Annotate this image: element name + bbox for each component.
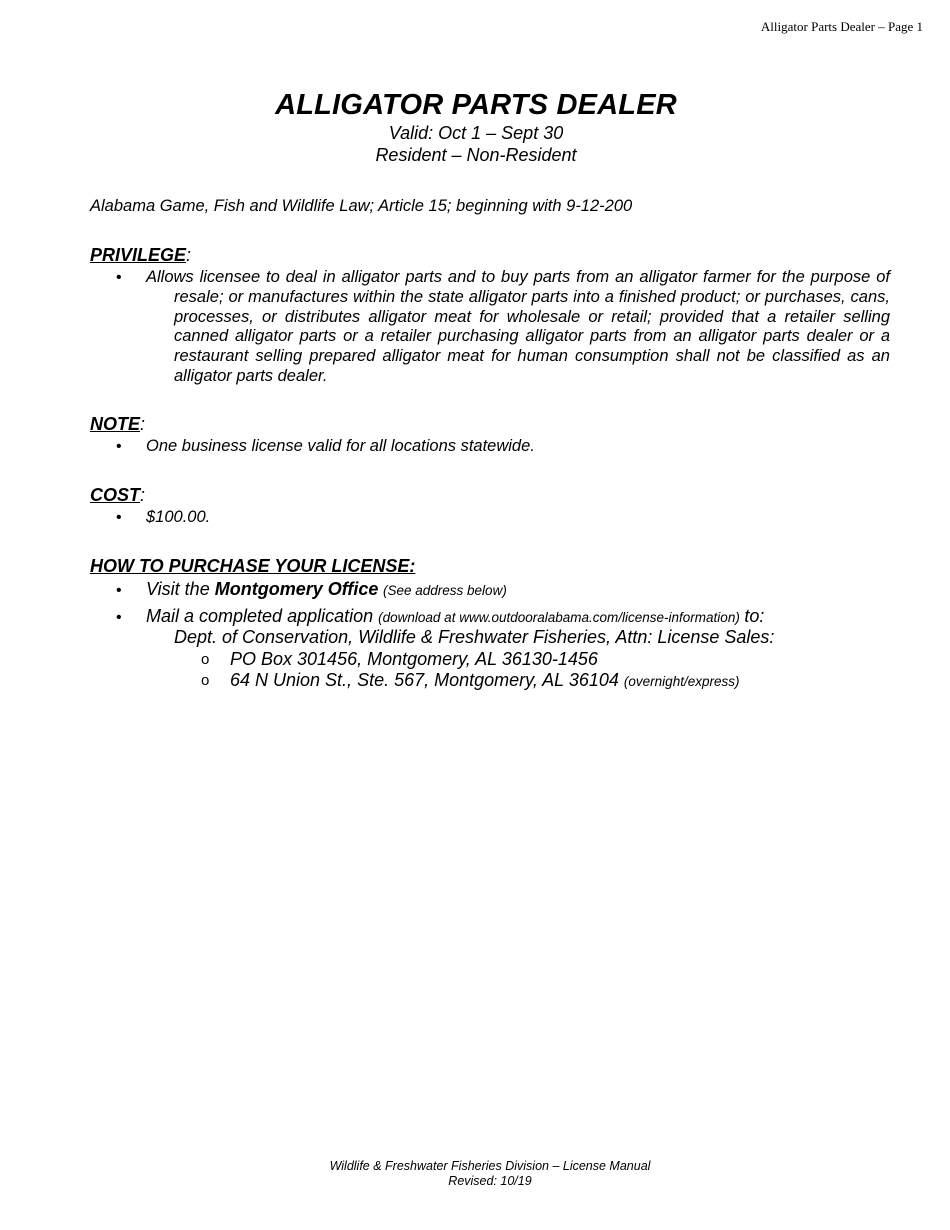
visit-office-item: [146, 579, 507, 600]
cost-heading-text: COST: [90, 485, 141, 505]
department-address-line: Dept. of Conservation, Wildlife & Freshwater Fisheries, Attn: License Sales:: [174, 627, 775, 647]
title-block: [0, 88, 950, 166]
visit-note: (See address below): [383, 583, 507, 598]
street-note: (overnight/express): [623, 674, 740, 689]
bullet-icon: •: [116, 269, 122, 286]
purchase-heading-text: HOW TO PURCHASE YOUR LICENSE:: [90, 556, 416, 576]
footer-manual-line: Wildlife & Freshwater Fisheries Division – License Manual: [329, 1159, 651, 1173]
privilege-heading-text: PRIVILEGE: [90, 245, 187, 265]
note-text: One business license valid for all locations statewide.: [146, 437, 535, 455]
cost-heading-colon: :: [140, 485, 146, 505]
bullet-icon: •: [116, 582, 122, 599]
note-heading-colon: :: [140, 414, 146, 434]
po-box-address: PO Box 301456, Montgomery, AL 36130-1456: [230, 649, 598, 669]
note-heading-text: NOTE: [90, 414, 141, 434]
page-footer: [0, 1159, 950, 1189]
law-reference: Alabama Game, Fish and Wildlife Law; Article 15; beginning with 9-12-200: [90, 197, 633, 215]
cost-heading: [90, 485, 145, 506]
cost-value: $100.00.: [146, 508, 211, 526]
privilege-heading-colon: :: [186, 245, 192, 265]
mail-download-note: (download at www.outdooralabama.com/license-information): [378, 610, 740, 625]
circle-bullet-icon: o: [201, 651, 210, 668]
visit-prefix: Visit the: [146, 579, 215, 599]
purchase-heading: [90, 556, 415, 577]
document-title: ALLIGATOR PARTS DEALER: [275, 89, 677, 121]
privilege-heading: [90, 245, 191, 266]
validity-period: Valid: Oct 1 – Sept 30: [388, 123, 564, 143]
bullet-icon: •: [116, 609, 122, 626]
footer-revised-line: Revised: 10/19: [448, 1174, 532, 1188]
montgomery-office-label: Montgomery Office: [214, 579, 379, 599]
note-heading: [90, 414, 145, 435]
mail-suffix: to:: [744, 606, 765, 626]
bullet-icon: •: [116, 509, 122, 526]
circle-bullet-icon: o: [201, 672, 210, 689]
residency-line: Resident – Non-Resident: [375, 145, 577, 165]
page-header: Alligator Parts Dealer – Page 1: [760, 19, 923, 34]
mail-application-item: [146, 606, 764, 627]
bullet-icon: •: [116, 438, 122, 455]
street-address-item: [230, 670, 739, 691]
street-address: 64 N Union St., Ste. 567, Montgomery, AL 36104: [230, 670, 619, 690]
mail-prefix: Mail a completed application: [146, 606, 379, 626]
privilege-text: Allows licensee to deal in alligator parts and to buy parts from an alligator farmer for the purpose of resale; or manufactures within the state alligator parts into a finished product; or purchases, cans, processes, or distributes alligator meat for wholesale or retail; provided that a retailer selling canned alligator parts or a retailer purchasing alligator parts from an alligator parts dealer or a restaurant selling prepared alligator meat for human consumption shall not be classified as an alligator parts dealer.: [146, 268, 890, 385]
